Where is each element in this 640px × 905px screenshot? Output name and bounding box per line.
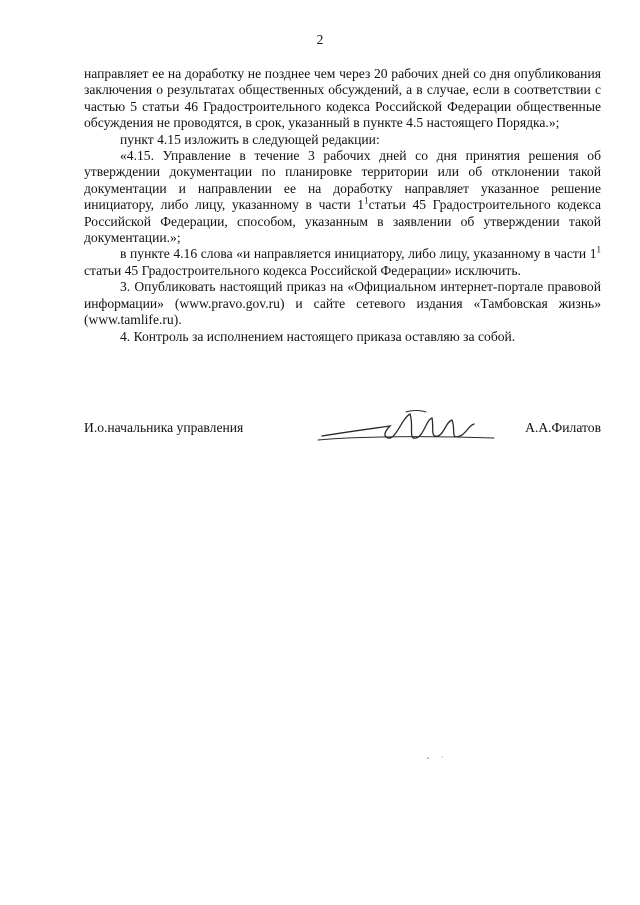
paragraph-4-15-text <box>84 148 601 246</box>
paragraph-4-15-part-1: «4.15. Управление в течение 3 рабочих дней со дня принятия решения об утверждении документации по планировке территории или об отклонении такой документации и направлении ее на доработку направляет указанное решение инициатору, либо лицу, указанному в части 1 <box>84 148 601 213</box>
page-number: 2 <box>316 32 324 47</box>
paragraph-continuation: направляет ее на доработку не позднее чем через 20 рабочих дней со дня опубликования заключения о результатах общественных обсуждений, а в случае, если в соответствии с частью 5 статьи 46 Градостроительного кодекса Российской Федерации общественные обсуждения не проводятся, в срок, указанный в пункте 4.5 настоящего Порядка.»; <box>84 66 601 131</box>
paragraph-control: 4. Контроль за исполнением настоящего приказа оставляю за собой. <box>120 328 516 344</box>
signatory-title: И.о.начальника управления <box>84 420 244 435</box>
superscript-1: 1 <box>364 195 369 206</box>
signature-block <box>84 420 601 460</box>
scan-speck <box>424 755 454 761</box>
paragraph-4-16-part-2: статьи 45 Градостроительного кодекса Российской Федерации» исключить. <box>84 262 521 278</box>
paragraph-amend-4-15-intro: пункт 4.15 изложить в следующей редакции: <box>120 131 380 147</box>
paragraph-4-16-part-1: в пункте 4.16 слова «и направляется инициатору, либо лицу, указанному в части 1 <box>120 246 597 262</box>
paragraph-4-16-text <box>84 246 601 279</box>
paragraph-4-15-part-2: статьи 45 Градостроительного кодекса Российской Федерации, способом, указанным в заявлении об утверждении такой документации.»; <box>84 197 601 246</box>
handwritten-signature <box>316 406 496 450</box>
paragraph-publish-order: 3. Опубликовать настоящий приказ на «Официальном интернет-портале правовой информации» (www.pravo.gov.ru) и сайте сетевого издания «Тамбовская жизнь» (www.tamlife.ru). <box>84 279 601 328</box>
superscript-1: 1 <box>596 244 601 255</box>
document-body <box>84 66 601 345</box>
signatory-name: А.А.Филатов <box>525 420 601 435</box>
